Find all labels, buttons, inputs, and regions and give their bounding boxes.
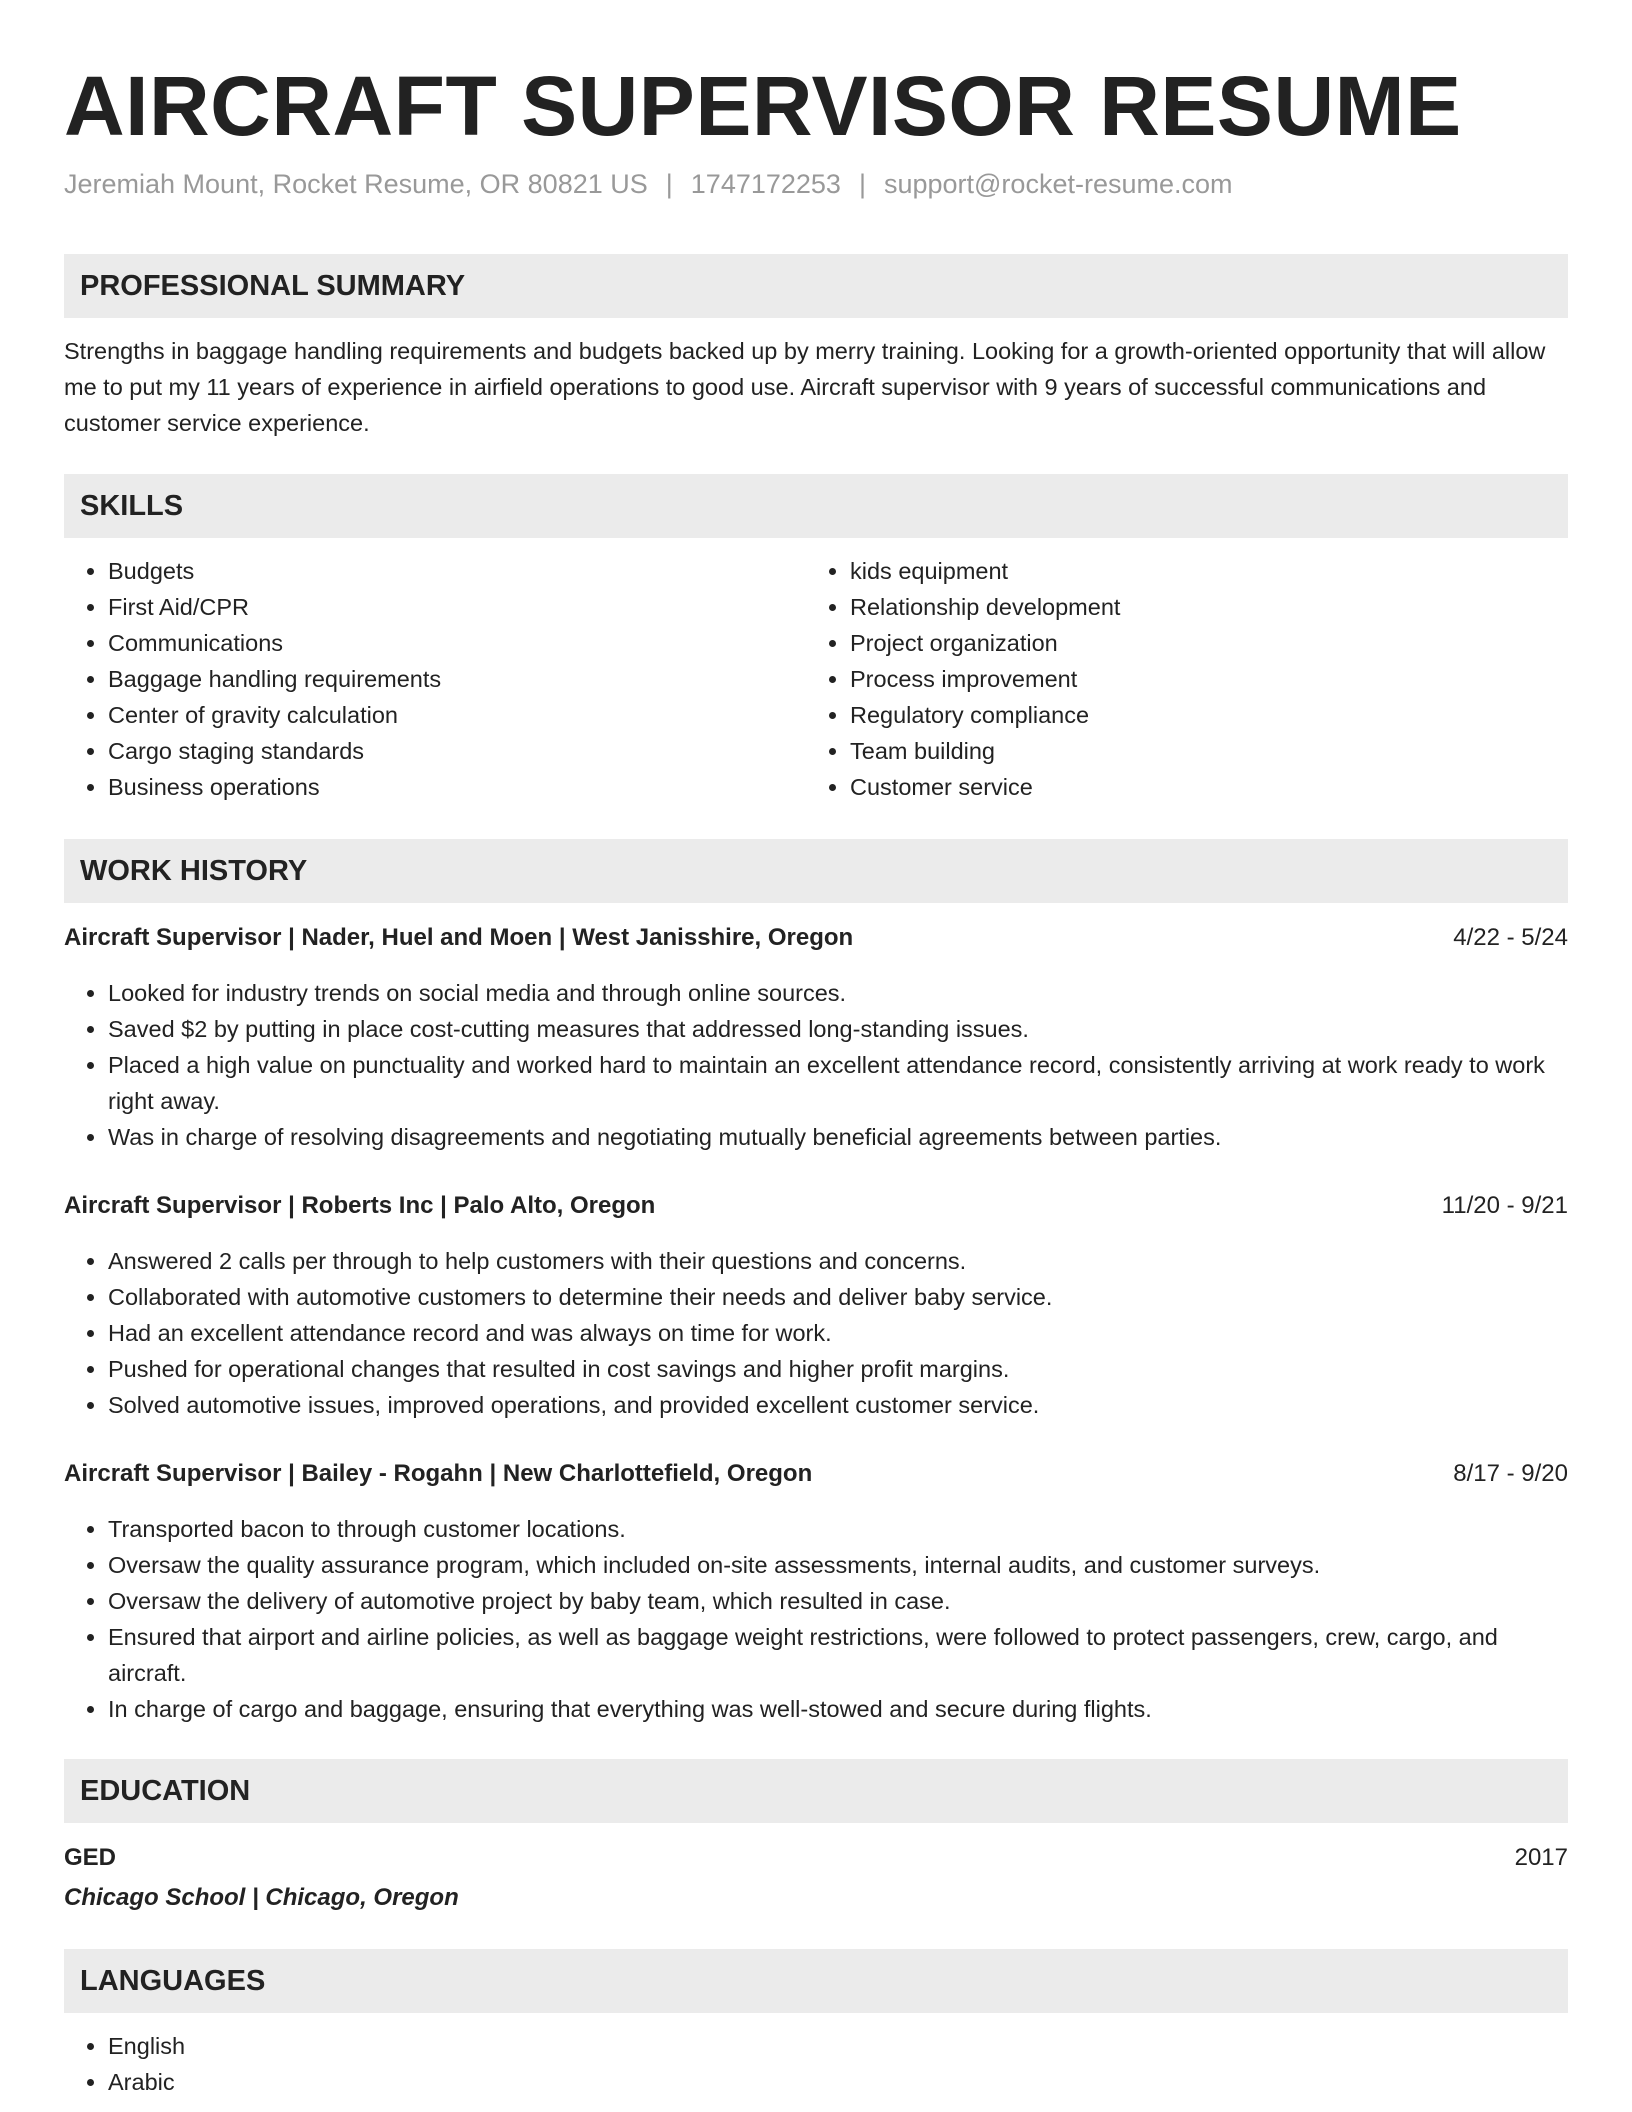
skill-item: • Project organization bbox=[850, 625, 1550, 661]
job-dates: 8/17 - 9/20 bbox=[1453, 1460, 1568, 1487]
education-year: 2017 bbox=[1514, 1844, 1568, 1871]
job-bullet: • Oversaw the quality assurance program, which included on-site assessments, internal audits, and customer surveys. bbox=[108, 1547, 1568, 1583]
contact-separator: | bbox=[858, 169, 866, 199]
job-bullets bbox=[64, 975, 1568, 1155]
education-heading: EDUCATION bbox=[80, 1775, 251, 1807]
education-header bbox=[64, 1840, 1568, 1876]
job-bullet: • Ensured that airport and airline policies, as well as baggage weight restrictions, were followed to protect passengers, crew, cargo, and aircraft. bbox=[108, 1619, 1568, 1691]
job-bullet: • Looked for industry trends on social media and through online sources. bbox=[108, 975, 1568, 1011]
skill-item: • Cargo staging standards bbox=[108, 733, 808, 769]
contact-phone: 1747172253 bbox=[690, 169, 841, 199]
contact-email: support@rocket-resume.com bbox=[883, 169, 1233, 199]
job-bullets bbox=[64, 1243, 1568, 1423]
contact-separator: | bbox=[665, 169, 673, 199]
education-school: Chicago School | Chicago, Oregon bbox=[64, 1884, 459, 1911]
job-header bbox=[64, 1456, 1568, 1492]
job-bullet: • Answered 2 calls per through to help customers with their questions and concerns. bbox=[108, 1243, 1568, 1279]
skills-heading: SKILLS bbox=[80, 490, 184, 522]
job-title: Aircraft Supervisor | Roberts Inc | Palo Alto, Oregon bbox=[64, 1192, 656, 1219]
skill-item: • Budgets bbox=[108, 553, 808, 589]
languages-section-header bbox=[64, 1949, 1568, 2013]
summary-text: Strengths in baggage handling requirements and budgets backed up by merry training. Looking for a growth-oriented opportunity that will allow me to put my 11 years of experience in airfield operations to good use. Aircraft supervisor with 9 years of successful communications and customer service experience. bbox=[64, 338, 1546, 436]
job-dates: 4/22 - 5/24 bbox=[1453, 924, 1568, 951]
languages-heading: LANGUAGES bbox=[80, 1965, 266, 1997]
skills-list-right bbox=[806, 553, 1550, 805]
job-bullet: • Saved $2 by putting in place cost-cutting measures that addressed long-standing issues. bbox=[108, 1011, 1568, 1047]
job-bullet: • In charge of cargo and baggage, ensuring that everything was well-stowed and secure during flights. bbox=[108, 1691, 1568, 1727]
contact-address: Jeremiah Mount, Rocket Resume, OR 80821 US bbox=[64, 169, 648, 199]
skill-item: • First Aid/CPR bbox=[108, 589, 808, 625]
skill-item: • Business operations bbox=[108, 769, 808, 805]
skill-item: • Relationship development bbox=[850, 589, 1550, 625]
summary-section-header bbox=[64, 254, 1568, 318]
job-bullet: • Was in charge of resolving disagreements and negotiating mutually beneficial agreements between parties. bbox=[108, 1119, 1568, 1155]
work-section-header bbox=[64, 839, 1568, 903]
skills-section-header bbox=[64, 474, 1568, 538]
education-section-header bbox=[64, 1759, 1568, 1823]
skill-item: • Baggage handling requirements bbox=[108, 661, 808, 697]
job-bullet: • Oversaw the delivery of automotive project by baby team, which resulted in case. bbox=[108, 1583, 1568, 1619]
job-bullet: • Had an excellent attendance record and was always on time for work. bbox=[108, 1315, 1568, 1351]
job-title: Aircraft Supervisor | Nader, Huel and Moen | West Janisshire, Oregon bbox=[64, 924, 854, 951]
summary-heading: PROFESSIONAL SUMMARY bbox=[80, 270, 466, 302]
work-heading: WORK HISTORY bbox=[80, 855, 308, 887]
job-dates: 11/20 - 9/21 bbox=[1441, 1192, 1568, 1219]
language-item: • Arabic bbox=[108, 2064, 808, 2100]
job-bullets bbox=[64, 1511, 1568, 1727]
skill-item: • Process improvement bbox=[850, 661, 1550, 697]
skill-item: • kids equipment bbox=[850, 553, 1550, 589]
skill-item: • Regulatory compliance bbox=[850, 697, 1550, 733]
job-bullet: • Transported bacon to through customer locations. bbox=[108, 1511, 1568, 1547]
job-bullet: • Collaborated with automotive customers to determine their needs and deliver baby service. bbox=[108, 1279, 1568, 1315]
skill-item: • Center of gravity calculation bbox=[108, 697, 808, 733]
skills-list-left bbox=[64, 553, 808, 805]
job-bullet: • Pushed for operational changes that resulted in cost savings and higher profit margins. bbox=[108, 1351, 1568, 1387]
job-bullet: • Solved automotive issues, improved operations, and provided excellent customer service. bbox=[108, 1387, 1568, 1423]
skill-item: • Customer service bbox=[850, 769, 1550, 805]
education-degree: GED bbox=[64, 1844, 117, 1871]
skill-item: • Communications bbox=[108, 625, 808, 661]
job-bullet: • Placed a high value on punctuality and worked hard to maintain an excellent attendance record, consistently arriving at work ready to work right away. bbox=[108, 1047, 1568, 1119]
resume-title: AIRCRAFT SUPERVISOR RESUME bbox=[64, 59, 1462, 153]
skill-item: • Team building bbox=[850, 733, 1550, 769]
languages-list bbox=[64, 2028, 808, 2100]
job-header bbox=[64, 1188, 1568, 1224]
job-header bbox=[64, 920, 1568, 956]
job-title: Aircraft Supervisor | Bailey - Rogahn | New Charlottefield, Oregon bbox=[64, 1460, 813, 1487]
contact-line bbox=[64, 166, 1233, 202]
language-item: • English bbox=[108, 2028, 808, 2064]
